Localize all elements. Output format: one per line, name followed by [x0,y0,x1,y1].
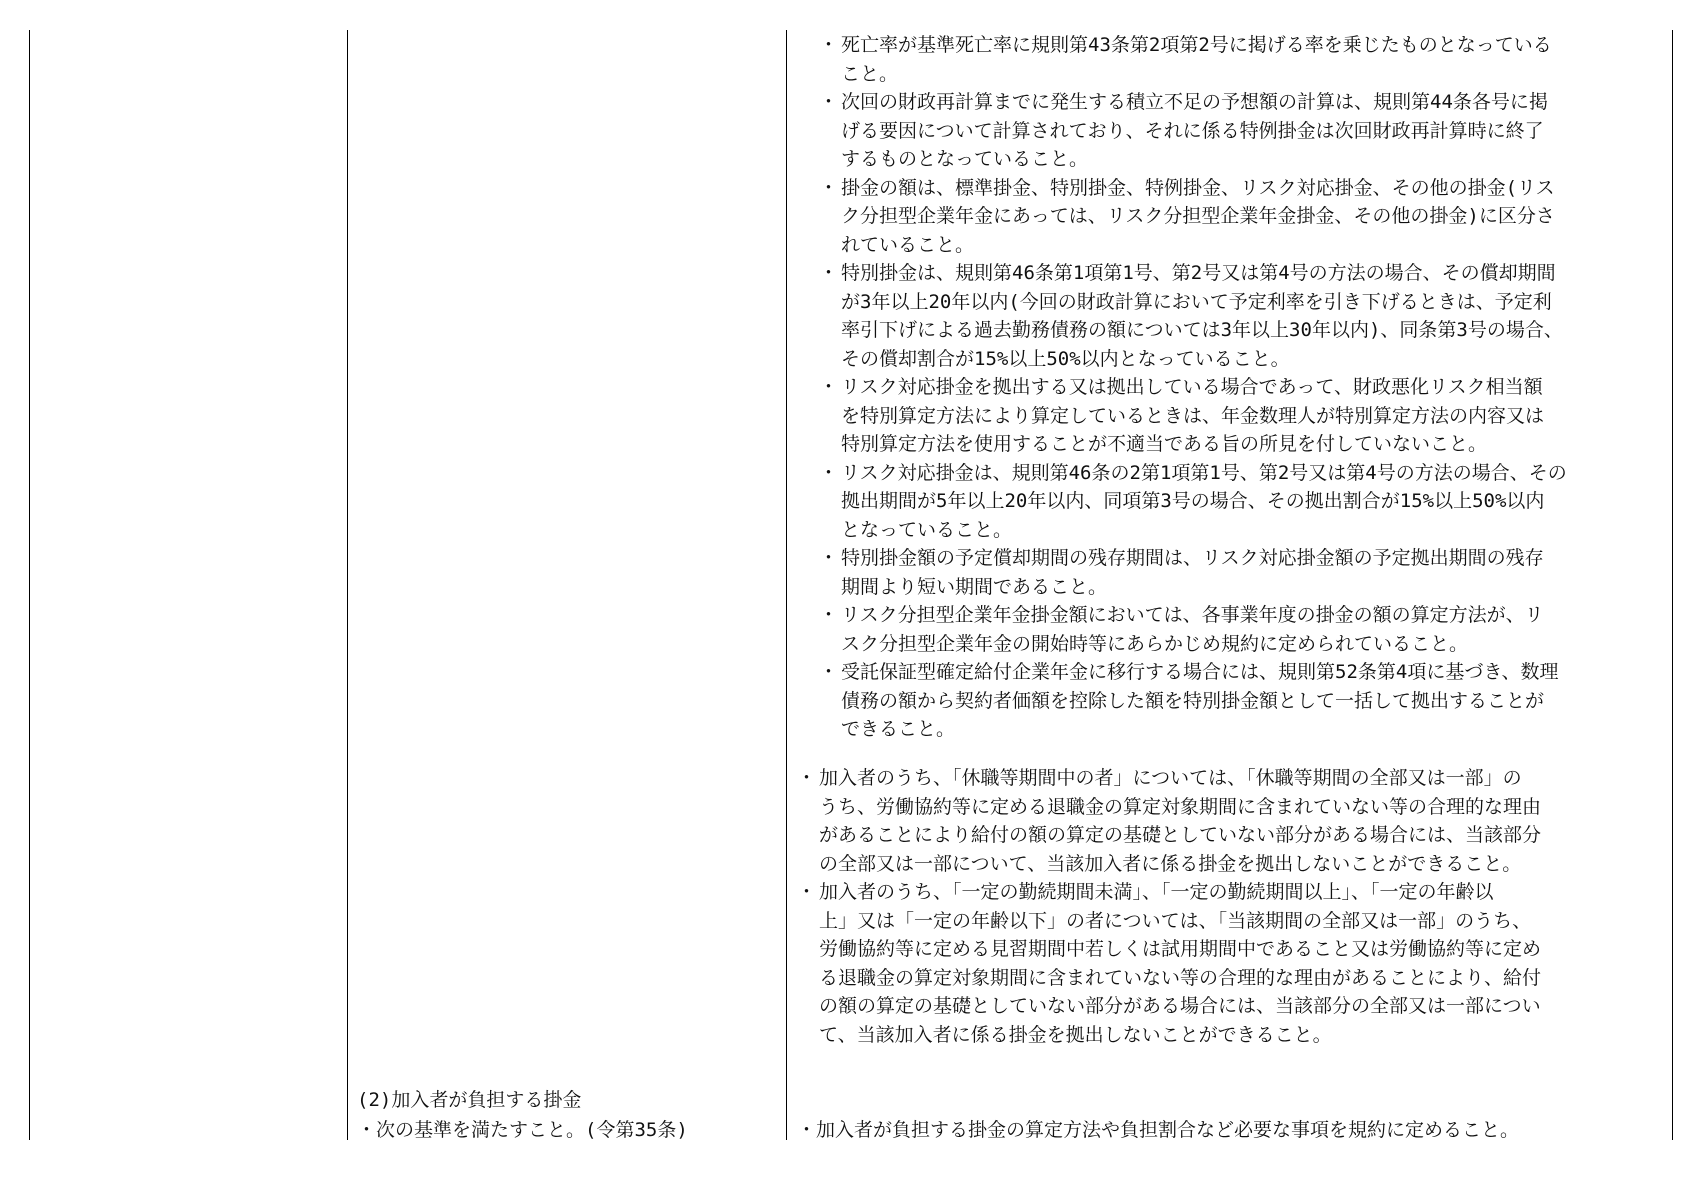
text-line: 加入者のうち、「一定の勤続期間未満」、「一定の勤続期間以上」、「一定の年齢以 [819,881,1494,903]
text-line: 掛金の額は、標準掛金、特別掛金、特例掛金、リスク対応掛金、その他の掛金(リス [841,176,1555,199]
sub-bullet-item [819,31,1567,88]
sub-bullet-item [819,373,1567,459]
bullet-marker: ・ [819,604,839,626]
bullet-marker: ・ [819,176,839,199]
text-line: 死亡率が基準死亡率に規則第43条第2項第2号に掲げる率を乗じたものとなっている [841,34,1552,56]
text-line: リスク対応掛金は、規則第46条の2第1項第1号、第2号又は第4号の方法の場合、その [841,461,1567,484]
text-line: が3年以上20年以内(今回の財政計算において予定利率を引き下げるときは、予定利 [841,290,1552,313]
main-bullet-list [797,764,1542,1049]
text-line: の全部又は一部について、当該加入者に係る掛金を拠出しないことができること。 [819,852,1522,875]
text-line: 特別算定方法を使用することが不適当である旨の所見を付していないこと。 [841,433,1488,455]
bullet-marker: ・ [819,91,839,113]
sub-bullet-item [819,88,1567,174]
text-line: 期間より短い期間であること。 [841,575,1108,598]
section-heading: (2)加入者が負担する掛金 [357,1089,582,1111]
main-bullet-item [797,878,1542,1049]
text-line: リスク分担型企業年金掛金額においては、各事業年度の掛金の額の算定方法が、リ [841,604,1544,626]
text-line: の額の算定の基礎としていない部分がある場合には、当該部分の全部又は一部につい [819,995,1541,1017]
text-line: スク分担型企業年金の開始時等にあらかじめ規約に定められていること。 [841,632,1469,655]
sub-bullet-item [819,259,1567,373]
text-line: て、当該加入者に係る掛金を拠出しないことができること。 [819,1023,1332,1046]
text-line: 労働協約等に定める見習期間中若しくは試用期間中であること又は労働協約等に定め [819,938,1542,960]
sub-bullet-item [819,174,1567,260]
text-line: するものとなっていること。 [841,148,1089,170]
text-line: こと。 [841,62,899,85]
bullet-marker: ・ [819,461,839,484]
text-line: 加入者のうち、「休職等期間中の者」については、「休職等期間の全部又は一部」の [819,767,1522,789]
text-line: る退職金の算定対象期間に含まれていない等の合理的な理由があることにより、給付 [819,966,1542,989]
bullet-marker: ・ [797,881,817,903]
bullet-marker: ・ [819,661,839,683]
sub-bullet-item [819,544,1567,601]
text-line: ク分担型企業年金にあっては、リスク分担型企業年金掛金、その他の掛金)に区分さ [841,205,1555,227]
sub-bullet-list [819,31,1567,744]
sub-bullet-item [819,658,1567,744]
bullet-marker: ・ [819,262,839,284]
text-line: れていること。 [841,233,975,256]
text-line: となっていること。 [841,518,1013,541]
text-line: リスク対応掛金を拠出する又は拠出している場合であって、財政悪化リスク相当額 [841,376,1543,398]
bullet-marker: ・ [819,376,839,398]
text-line: 特別掛金額の予定償却期間の残存期間は、リスク対応掛金額の予定拠出期間の残存 [841,547,1544,569]
text-line: 債務の額から契約者価額を控除した額を特別掛金額として一括して拠出することが [841,689,1545,712]
text-line: があることにより給付の額の算定の基礎としていない部分がある場合には、当該部分 [819,824,1542,846]
main-bullet-item [797,764,1542,878]
text-line: げる要因について計算されており、それに係る特例掛金は次回財政再計算時に終了 [841,119,1544,142]
text-line: できること。 [841,718,956,740]
sub-bullet-item [819,601,1567,658]
text-line: その償却割合が15%以上50%以内となっていること。 [841,347,1290,370]
text-line: 次回の財政再計算までに発生する積立不足の予想額の計算は、規則第44条各号に掲 [841,91,1548,113]
column-divider-far-right [1672,30,1673,1140]
sub-bullet-item [819,459,1567,545]
middle-criteria-bullet: ・次の基準を満たすこと。(令第35条) [357,1119,688,1141]
text-line: を特別算定方法により算定しているときは、年金数理人が特別算定方法の内容又は [841,404,1545,427]
column-divider-left [29,30,30,1140]
text-line: うち、労働協約等に定める退職金の算定対象期間に含まれていない等の合理的な理由 [819,795,1542,818]
text-line: 拠出期間が5年以上20年以内、同項第3号の場合、その拠出割合が15%以上50%以内 [841,490,1545,512]
text-line: 上」又は「一定の年齢以下」の者については、「当該期間の全部又は一部」のうち、 [819,909,1532,932]
text-line: 特別掛金は、規則第46条第1項第1号、第2号又は第4号の方法の場合、その償却期間 [841,262,1556,284]
bullet-marker: ・ [819,34,839,56]
text-line: 率引下げによる過去勤務債務の額については3年以上30年以内)、同条第3号の場合、 [841,319,1563,341]
column-divider-right [786,30,787,1140]
bullet-marker: ・ [819,547,839,569]
column-divider-middle [347,30,348,1140]
text-line: 受託保証型確定給付企業年金に移行する場合には、規則第52条第4項に基づき、数理 [841,661,1559,683]
bullet-marker: ・ [797,767,817,789]
rule-definition-bullet: ・加入者が負担する掛金の算定方法や負担割合など必要な事項を規約に定めること。 [797,1119,1520,1141]
